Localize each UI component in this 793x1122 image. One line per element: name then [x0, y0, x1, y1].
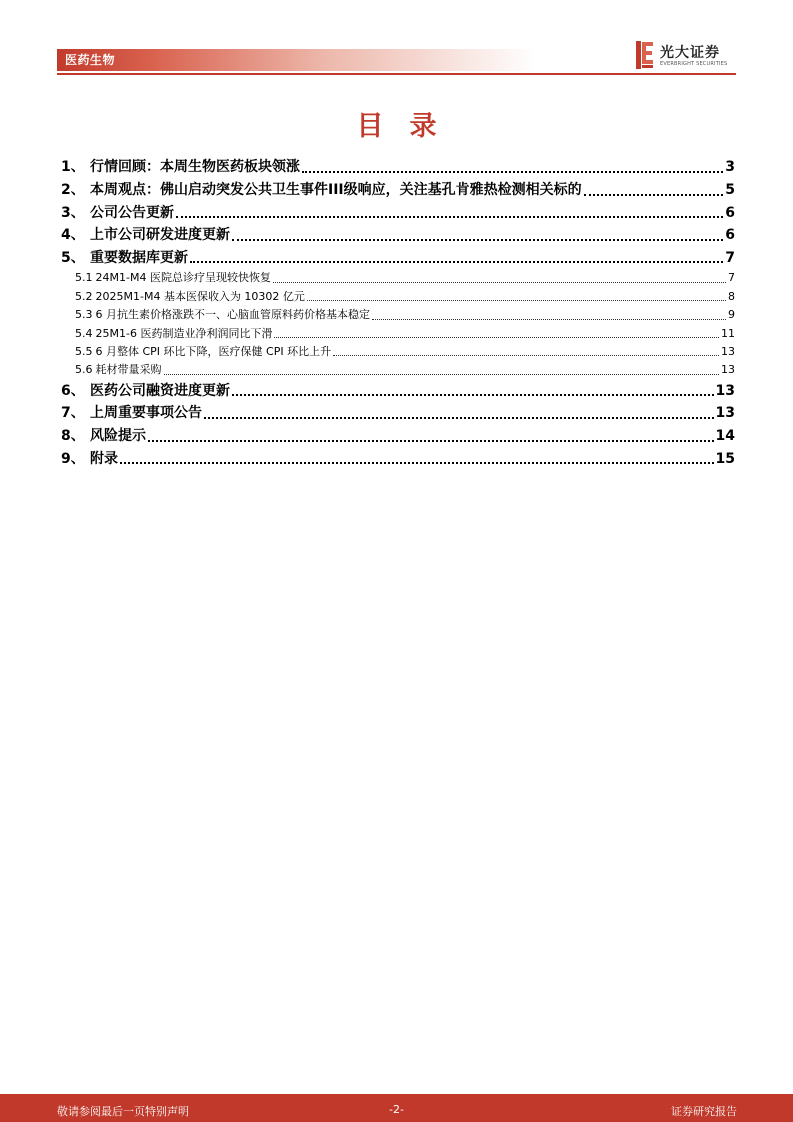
everbright-logo-icon	[636, 41, 654, 69]
toc-entry-number: 1、	[61, 159, 85, 175]
table-of-contents	[61, 156, 735, 470]
toc-entry-page: 13	[721, 363, 735, 377]
toc-dot-leader	[274, 325, 719, 343]
toc-entry-page: 14	[715, 427, 735, 444]
toc-dot-leader	[176, 202, 723, 225]
toc-entry-number: 5.3	[75, 308, 93, 322]
footer-disclaimer: 敬请参阅最后一页特别声明	[57, 1105, 189, 1118]
toc-entry-title: 行情回顾：本周生物医药板块领涨	[90, 159, 300, 175]
toc-dot-leader	[372, 306, 726, 324]
toc-entry[interactable]	[61, 325, 735, 343]
toc-entry-page: 6	[725, 227, 735, 244]
toc-dot-leader	[164, 361, 720, 379]
toc-dot-leader	[584, 179, 724, 202]
toc-entry-title: 医药公司融资进度更新	[90, 382, 230, 399]
toc-entry-number: 3、	[61, 204, 85, 221]
toc-dot-leader	[307, 288, 726, 306]
toc-entry[interactable]	[61, 425, 735, 448]
toc-entry[interactable]	[61, 380, 735, 403]
toc-dot-leader	[148, 425, 714, 448]
toc-entry[interactable]	[61, 288, 735, 306]
toc-entry[interactable]	[61, 343, 735, 361]
everbright-logo	[636, 41, 736, 71]
toc-entry-number: 5、	[61, 249, 85, 266]
toc-entry-page: 8	[728, 289, 735, 303]
toc-entry-page: 15	[715, 450, 735, 467]
toc-entry-number: 5.1	[75, 271, 93, 285]
toc-entry-number: 2、	[61, 182, 85, 198]
toc-entry-number: 5.5	[75, 344, 93, 358]
header-band	[57, 49, 537, 71]
toc-entry-number: 7、	[61, 405, 85, 422]
toc-entry-page: 5	[725, 182, 735, 198]
toc-dot-leader	[120, 448, 714, 471]
toc-entry-number: 5.2	[75, 289, 93, 303]
toc-entry[interactable]	[61, 448, 735, 471]
toc-entry-page: 13	[721, 344, 735, 358]
toc-entry-title: 本周观点：佛山启动突发公共卫生事件III级响应，关注基孔肯雅热检测相关标的	[90, 182, 582, 198]
toc-entry-number: 5.6	[75, 363, 93, 377]
toc-entry-number: 5.4	[75, 326, 93, 340]
toc-entry-title: 2025M1-M4 基本医保收入为 10302 亿元	[95, 289, 305, 303]
toc-dot-leader	[302, 156, 723, 179]
toc-dot-leader	[232, 224, 723, 247]
toc-entry-title: 上周重要事项公告	[90, 405, 202, 422]
toc-dot-leader	[273, 269, 726, 287]
logo-chinese-name: 光大证券	[660, 45, 720, 61]
toc-entry-title: 6 月整体 CPI 环比下降，医疗保健 CPI 环比上升	[95, 344, 332, 358]
page-number: -2-	[389, 1103, 404, 1116]
page-title: 目录	[356, 111, 463, 142]
toc-entry-title: 重要数据库更新	[90, 249, 188, 266]
toc-entry-page: 6	[725, 204, 735, 221]
toc-entry-title: 耗材带量采购	[95, 363, 162, 377]
toc-dot-leader	[190, 247, 723, 270]
toc-entry[interactable]	[61, 306, 735, 324]
toc-dot-leader	[333, 343, 719, 361]
toc-entry-title: 6 月抗生素价格涨跌不一、心脑血管原料药价格基本稳定	[95, 308, 370, 322]
footer	[0, 1094, 793, 1122]
section-label: 医药生物	[65, 53, 116, 67]
toc-entry-page: 11	[721, 326, 735, 340]
toc-entry[interactable]	[61, 361, 735, 379]
toc-entry[interactable]	[61, 202, 735, 225]
toc-dot-leader	[232, 380, 714, 403]
logo-english-name: EVERBRIGHT SECURITIES	[660, 61, 728, 67]
header-rule	[57, 73, 736, 75]
toc-entry-page: 13	[715, 405, 735, 422]
toc-dot-leader	[204, 402, 714, 425]
toc-entry-title: 公司公告更新	[90, 204, 174, 221]
toc-entry[interactable]	[61, 179, 735, 202]
toc-entry-number: 4、	[61, 227, 85, 244]
toc-entry-title: 24M1-M4 医院总诊疗呈现较快恢复	[95, 271, 271, 285]
toc-entry-number: 6、	[61, 382, 85, 399]
toc-entry[interactable]	[61, 269, 735, 287]
toc-entry-title: 风险提示	[90, 427, 146, 444]
toc-entry-page: 3	[725, 159, 735, 175]
toc-entry-number: 8、	[61, 427, 85, 444]
toc-entry-page: 13	[715, 382, 735, 399]
toc-entry[interactable]	[61, 247, 735, 270]
toc-entry-title: 25M1-6 医药制造业净利润同比下滑	[95, 326, 273, 340]
toc-entry[interactable]	[61, 224, 735, 247]
toc-entry-title: 上市公司研发进度更新	[90, 227, 230, 244]
footer-report-type: 证券研究报告	[671, 1105, 737, 1118]
toc-entry-number: 9、	[61, 450, 85, 467]
toc-entry-page: 7	[725, 249, 735, 266]
toc-entry[interactable]	[61, 402, 735, 425]
toc-entry-page: 7	[728, 271, 735, 285]
toc-entry-title: 附录	[90, 450, 118, 467]
toc-entry-page: 9	[728, 308, 735, 322]
toc-entry[interactable]	[61, 156, 735, 179]
